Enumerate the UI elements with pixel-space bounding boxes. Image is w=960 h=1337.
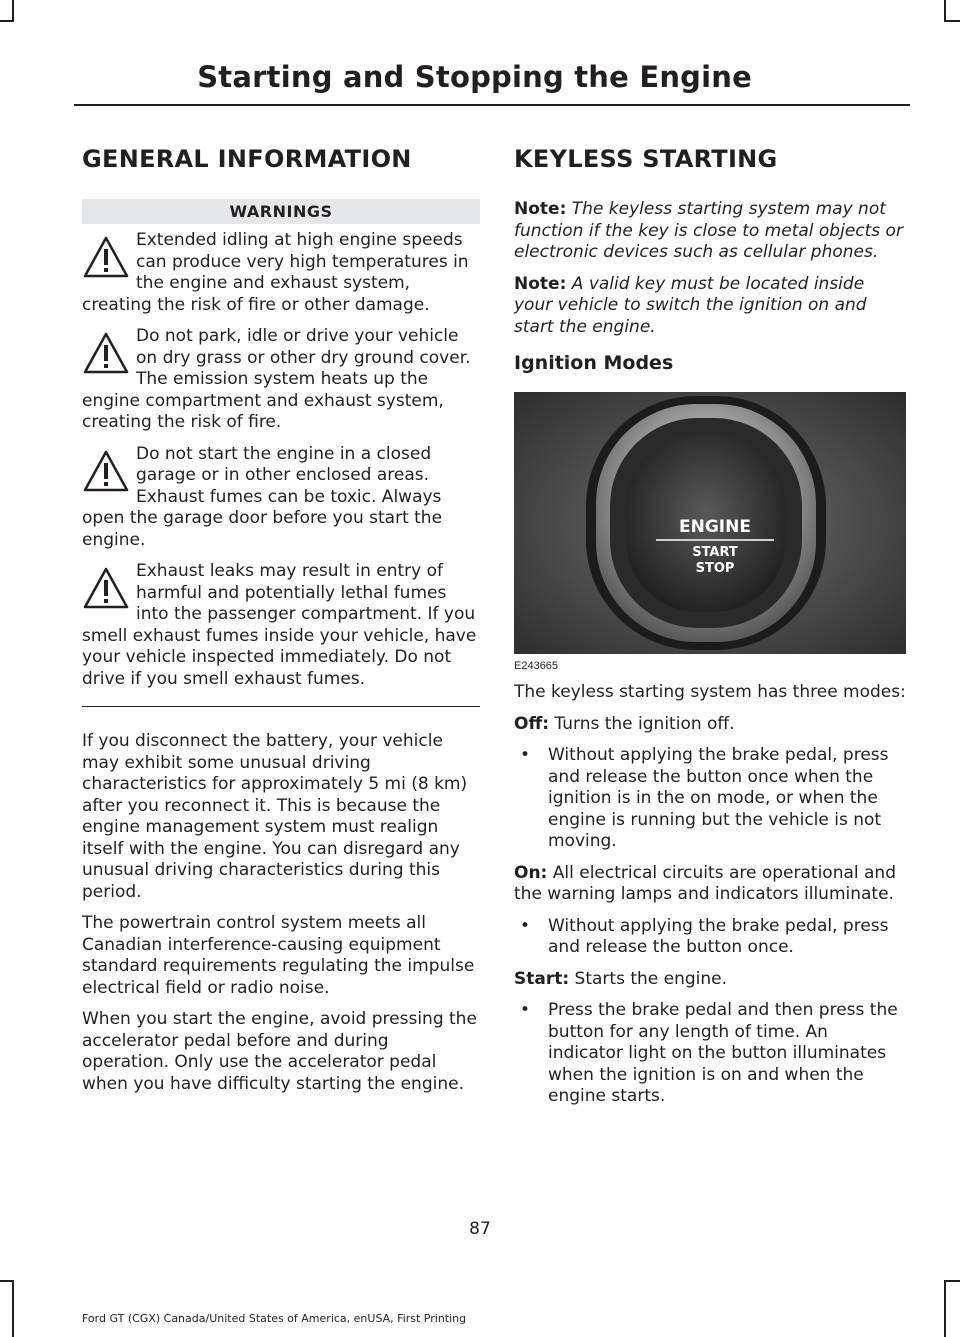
warning-triangle-icon xyxy=(82,565,130,611)
crop-mark xyxy=(12,1280,14,1337)
page-header-title: Starting and Stopping the Engine xyxy=(197,60,752,94)
warning-triangle-icon xyxy=(82,330,130,376)
mode-term: Start: xyxy=(514,968,570,989)
warning-item xyxy=(82,561,480,690)
figure-code: E243665 xyxy=(514,660,559,672)
warning-triangle-icon xyxy=(82,448,130,494)
button-label-line2: START xyxy=(692,545,738,560)
warning-item xyxy=(82,326,480,434)
left-column xyxy=(82,145,480,1105)
paragraph: The powertrain control system meets all Canadian interference-causing equipment standard requirements regulating the impulse electrical field or radio noise. xyxy=(82,913,475,998)
button-label-line3: STOP xyxy=(695,561,735,576)
list-item: • Press the brake pedal and then press the button for any length of time. An indicator light on the button illuminates when the ignition is on and when the engine starts. xyxy=(514,1000,906,1108)
engine-start-button-illustration xyxy=(514,392,906,654)
mode-desc: Turns the ignition off. xyxy=(549,713,735,734)
right-column xyxy=(514,145,906,1118)
note-label: Note: xyxy=(514,273,567,294)
mode-on-bullets xyxy=(514,916,906,959)
note-text: A valid key must be located inside your vehicle to switch the ignition on and start the engine. xyxy=(514,273,867,337)
warning-text: Do not park, idle or drive your vehicle on dry grass or other dry ground cover. The emission system heats up the engine compartment and exhaust system, creating the risk of fire. xyxy=(82,326,471,432)
crop-mark xyxy=(12,0,14,22)
crop-mark xyxy=(944,1280,960,1282)
mode-term: On: xyxy=(514,862,548,883)
note-label: Note: xyxy=(514,199,567,219)
crop-mark xyxy=(944,1280,946,1337)
header-rule xyxy=(74,104,910,106)
warning-text: Extended idling at high engine speeds can produce very high temperatures in the engine and exhaust system, creating the risk of fire or other damage. xyxy=(82,230,469,315)
mode-start xyxy=(514,969,906,991)
crop-mark xyxy=(0,1280,14,1282)
paragraph: When you start the engine, avoid pressing the accelerator pedal before and during operation. Only use the accelerator pedal when you have difficulty starting the engine. xyxy=(82,1009,477,1094)
warning-triangle-icon xyxy=(82,234,130,280)
mode-start-bullets xyxy=(514,1000,906,1108)
warning-text: Exhaust leaks may result in entry of harmful and potentially lethal fumes into the passenger compartment. If you smell exhaust fumes inside your vehicle, have your vehicle inspected immediately. Do not drive if you smell exhaust fumes. xyxy=(82,561,477,689)
mode-desc: All electrical circuits are operational and the warning lamps and indicators illuminate. xyxy=(514,862,897,904)
mode-off xyxy=(514,714,906,736)
crop-mark xyxy=(944,0,946,22)
mode-desc: Starts the engine. xyxy=(569,968,728,989)
paragraph: If you disconnect the battery, your vehicle may exhibit some unusual driving characteristics for approximately 5 mi (8 km) after you reconnect it. This is because the engine management system must realign itself with the engine. You can disregard any unusual driving characteristics during this period. xyxy=(82,731,468,902)
button-label-line1: ENGINE xyxy=(679,517,751,537)
footer-text: Ford GT (CGX) Canada/United States of America, enUSA, First Printing xyxy=(82,1312,467,1325)
crop-mark xyxy=(944,20,960,22)
mode-on xyxy=(514,863,906,906)
subsection-title-ignition-modes: Ignition Modes xyxy=(514,352,674,374)
note xyxy=(514,274,906,339)
warning-text: Do not start the engine in a closed garage or in other enclosed areas. Exhaust fumes can be toxic. Always open the garage door before you start the engine. xyxy=(82,443,443,550)
engine-start-button-figure xyxy=(514,392,906,672)
section-title-general-information: GENERAL INFORMATION xyxy=(82,145,412,173)
page-number: 87 xyxy=(469,1219,491,1239)
list-item: • Without applying the brake pedal, press and release the button once when the ignition is in the on mode, or when the engine is running but the vehicle is not moving. xyxy=(514,745,906,853)
crop-mark xyxy=(0,20,14,22)
warnings-header: WARNINGS xyxy=(82,199,480,224)
section-title-keyless-starting: KEYLESS STARTING xyxy=(514,145,778,173)
mode-off-bullets xyxy=(514,745,906,853)
note-text: The keyless starting system may not function if the key is close to metal objects or electronic devices such as cellular phones. xyxy=(514,199,903,262)
list-item: • Without applying the brake pedal, press and release the button once. xyxy=(514,916,906,959)
warnings-block xyxy=(82,199,480,707)
note xyxy=(514,199,906,264)
mode-term: Off: xyxy=(514,713,550,734)
modes-intro: The keyless starting system has three modes: xyxy=(514,682,906,702)
warning-item xyxy=(82,444,480,552)
warning-item xyxy=(82,230,480,316)
